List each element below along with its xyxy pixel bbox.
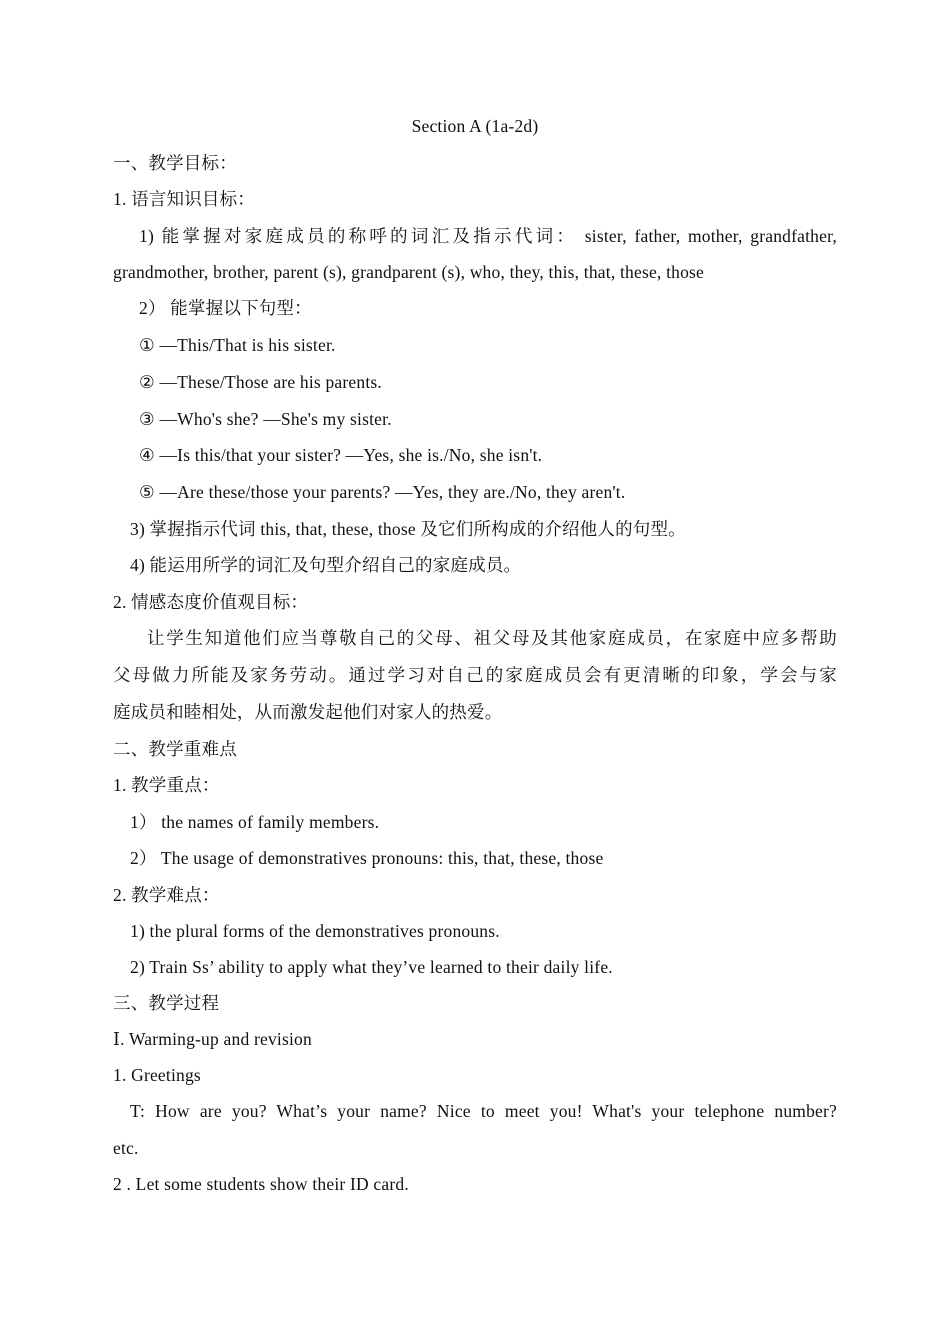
- demonstrative-objective: 3) 掌握指示代词 this, that, these, those 及它们所构成的介绍他人的句型。: [130, 519, 686, 539]
- key-points-heading: 1. 教学重点：: [113, 775, 220, 795]
- difficulties-heading: 2. 教学难点：: [113, 885, 220, 905]
- key-point-item: 1） the names of family members.: [130, 812, 380, 832]
- attitude-paragraph-line: 庭成员和睦相处，从而激发起他们对家人的热爱。: [113, 702, 503, 722]
- language-knowledge-heading: 1. 语言知识目标：: [113, 189, 255, 209]
- usage-objective: 4) 能运用所学的词汇及句型介绍自己的家庭成员。: [130, 555, 522, 575]
- attitude-paragraph-line: 让学生知道他们应当尊敬自己的父母、祖父母及其他家庭成员，在家庭中应多帮助: [147, 628, 837, 648]
- vocabulary-list: grandmother, brother, parent (s), grandparent (s), who, they, this, that, these, those: [113, 262, 705, 282]
- pattern-item: ⑤ —Are these/those your parents? —Yes, they are./No, they aren't.: [139, 482, 626, 502]
- vocabulary-objective: 1) 能掌握对家庭成员的称呼的词汇及指示代词： sister, father, mother, grandfather,: [139, 226, 837, 246]
- section-heading-process: 三、教学过程: [113, 993, 220, 1013]
- attitude-paragraph-line: 父母做力所能及家务劳动。通过学习对自己的家庭成员会有更清晰的印象，学会与家: [113, 665, 837, 685]
- greetings-dialogue: T: How are you? What’s your name? Nice to meet you! What's your telephone number?: [130, 1101, 837, 1121]
- difficulty-item: 1) the plural forms of the demonstratives pronouns.: [130, 921, 500, 941]
- pattern-item: ④ —Is this/that your sister? —Yes, she is./No, she isn't.: [139, 445, 543, 465]
- greetings-dialogue-end: etc.: [113, 1138, 139, 1158]
- pattern-item: ② —These/Those are his parents.: [139, 372, 382, 392]
- pattern-item: ① —This/That is his sister.: [139, 335, 336, 355]
- pattern-item: ③ —Who's she? —She's my sister.: [139, 409, 392, 429]
- section-heading-key-points: 二、教学重难点: [113, 739, 237, 759]
- attitude-heading: 2. 情感态度价值观目标：: [113, 592, 309, 612]
- page-title: Section A (1a-2d): [411, 116, 539, 136]
- section-heading-objectives: 一、教学目标：: [113, 153, 237, 173]
- sentence-pattern-heading: 2） 能掌握以下句型：: [139, 298, 312, 318]
- difficulty-item: 2) Train Ss’ ability to apply what they’ve learned to their daily life.: [130, 957, 613, 977]
- step-heading: Ⅰ. Warming-up and revision: [113, 1029, 312, 1049]
- greetings-item: 1. Greetings: [113, 1065, 201, 1085]
- id-card-item: 2 . Let some students show their ID card.: [113, 1174, 409, 1194]
- key-point-item: 2） The usage of demonstratives pronouns: this, that, these, those: [130, 848, 604, 868]
